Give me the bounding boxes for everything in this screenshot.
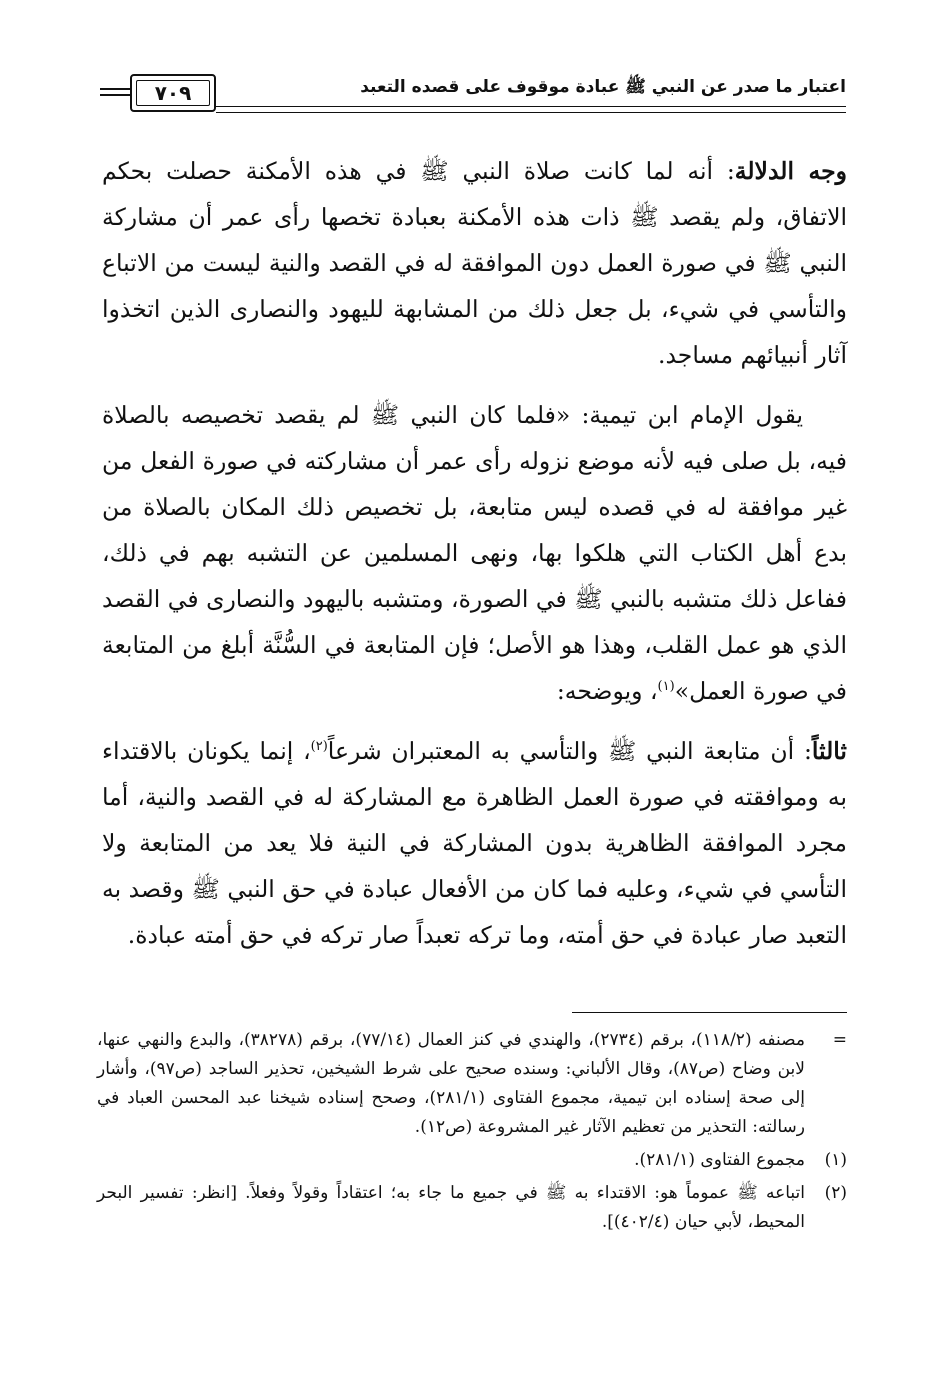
footnote-1 [97, 1146, 847, 1175]
page-number: ٧٠٩ [154, 81, 192, 105]
page-number-frame [130, 74, 216, 112]
footnote-text: اتباعه ﷺ عموماً هو: الاقتداء به ﷺ في جميع ما جاء به؛ اعتقاداً وقولاً وفعلاً. [انظر: تفسير البحر المحيط، لأبي حيان (٤٠٢/٤)]. [97, 1183, 805, 1232]
footnotes [97, 1026, 847, 1241]
paragraph-body: : أنه لما كانت صلاة النبي ﷺ في هذه الأمكنة حصلت بحكم الاتفاق، ولم يقصد ﷺ ذات هذه الأمكنة بعبادة تخصها رأى عمر أن مشاركة النبي ﷺ في صورة العمل دون الموافقة له في القصد والنية ليست من الاتباع والتأسي في شيء، بل جعل ذلك من المشابهة لليهود والنصارى الذين اتخذوا آثار أنبيائهم مساجد. [102, 157, 847, 369]
footnote-marker: = [832, 1030, 847, 1050]
paragraph-wajh-aldalala [102, 148, 847, 378]
footnote-text: مصنفه (١١٨/٢)، برقم (٢٧٣٤)، والهندي في كنز العمال (٧٧/١٤)، برقم (٣٨٢٧٨)، والبدع والنهي عنها، لابن وضاح (ص٨٧)، وقال الألباني: وسنده صحيح على شرط الشيخين، تحذير الساجد (ص٩٧)، وأشار إلى صحة إسناده ابن تيمية، مجموع الفتاوى (٢٨١/١)، وصحح إسناده شيخنا عبد المحسن العباد في رسالته: التحذير من تعظيم الآثار غير المشروعة (ص١٢). [97, 1030, 805, 1137]
footnote-marker: (١) [824, 1150, 847, 1170]
footnote-ref[interactable]: (١) [657, 679, 675, 695]
paragraph-thalithan [102, 728, 847, 958]
paragraph-ibn-taymiyya-quote [102, 392, 847, 714]
page-number-ornament [100, 88, 130, 98]
paragraph-lead: وجه الدلالة [734, 157, 847, 185]
paragraph-tail: ، ويوضحه: [556, 677, 658, 705]
footnote-continuation [97, 1026, 847, 1142]
paragraph-lead: ثالثاً [811, 737, 847, 765]
page-header [100, 70, 846, 130]
main-text [102, 148, 847, 972]
footnote-text: مجموع الفتاوى (٢٨١/١). [634, 1150, 805, 1170]
paragraph-tail: ، إنما يكونان بالاقتداء به وموافقته في صورة العمل الظاهرة مع المشاركة له في القصد والنية، أما مجرد الموافقة الظاهرية بدون المشاركة في النية فلا يعد من المتابعة ولا التأسي في شيء، وعليه فما كان من الأفعال عبادة في حق النبي ﷺ وقصد به التعبد صار عبادة في حق أمته، وما تركه تعبداً صار تركه في حق أمته عبادة. [102, 737, 847, 949]
header-rule [216, 106, 846, 107]
paragraph-body: يقول الإمام ابن تيمية: «فلما كان النبي ﷺ لم يقصد تخصيصه بالصلاة فيه، بل صلى فيه لأنه موضع نزوله رأى عمر أن مشاركته في صورة الفعل من غير موافقة له في قصده ليس متابعة، بل تخصيص ذلك المكان بالصلاة من بدع أهل الكتاب التي هلكوا بها، ونهى المسلمين عن التشبه بهم في ذلك، ففاعل ذلك متشبه بالنبي ﷺ في الصورة، ومتشبه باليهود والنصارى في القصد الذي هو عمل القلب، وهذا هو الأصل؛ فإن المتابعة في السُّنَّة أبلغ من المتابعة في صورة العمل» [102, 401, 847, 705]
footnote-separator [572, 1012, 847, 1013]
footnote-marker: (٢) [824, 1183, 847, 1203]
running-head: اعتبار ما صدر عن النبي ﷺ عبادة موقوف على قصده التعبد [360, 77, 846, 97]
footnote-2 [97, 1179, 847, 1237]
header-rule-secondary [216, 112, 846, 113]
paragraph-body: : أن متابعة النبي ﷺ والتأسي به المعتبران شرعاً [327, 737, 812, 765]
footnote-ref[interactable]: (٢) [310, 739, 328, 755]
